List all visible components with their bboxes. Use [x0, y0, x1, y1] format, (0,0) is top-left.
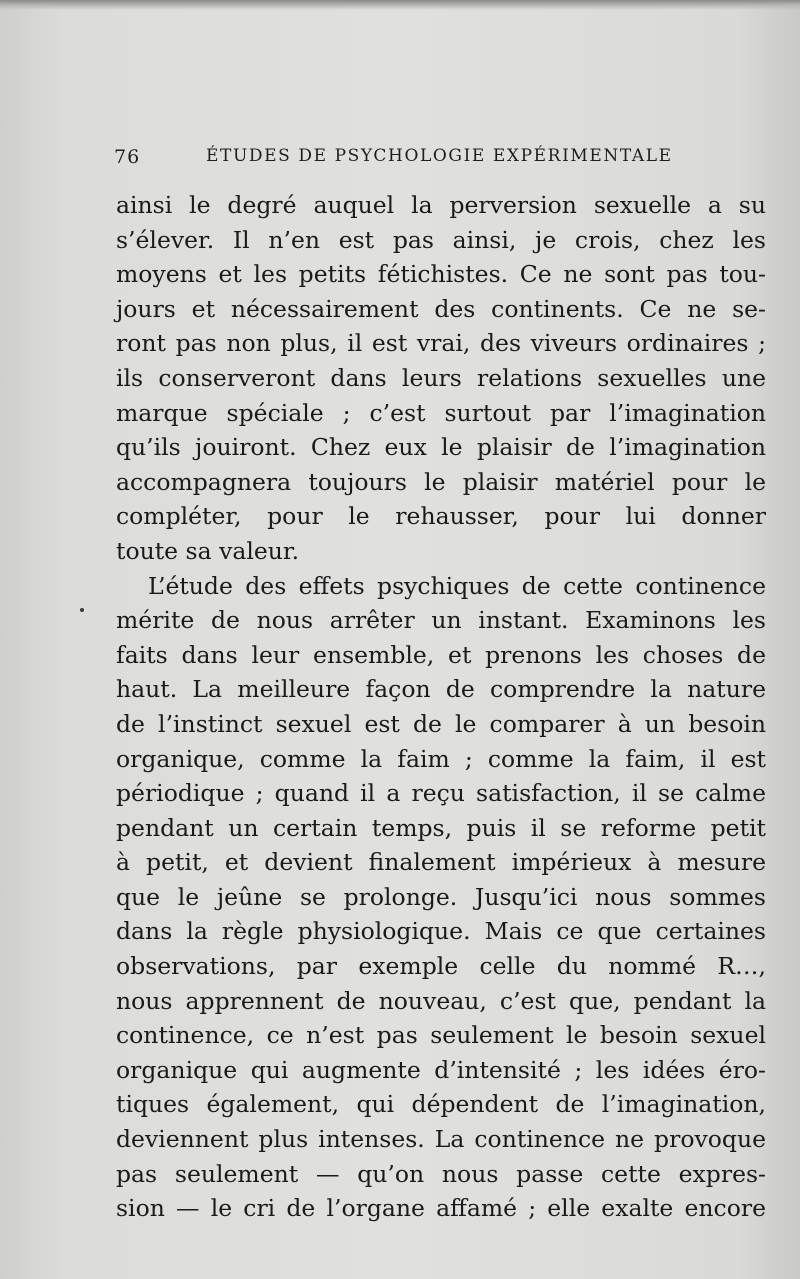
text-line: faits dans leur ensemble, et prenons les choses de — [116, 640, 766, 669]
text-line: compléter, pour le rehausser, pour lui donner — [116, 502, 766, 531]
text-line: deviennent plus intenses. La continence ne provoque — [116, 1125, 766, 1154]
text-line: mérite de nous arrêter un instant. Examinons les — [116, 606, 766, 635]
page-number: 76 — [114, 146, 141, 168]
text-line: pas seulement — qu’on nous passe cette expres- — [116, 1159, 766, 1188]
text-line: de l’instinct sexuel est de le comparer à un besoin — [116, 709, 766, 738]
running-title: ÉTUDES DE PSYCHOLOGIE EXPÉRIMENTALE — [206, 146, 673, 166]
text-line: haut. La meilleure façon de comprendre la nature — [116, 675, 766, 704]
text-line: s’élever. Il n’en est pas ainsi, je crois, chez les — [116, 225, 766, 254]
text-line: marque spéciale ; c’est surtout par l’imagination — [116, 398, 766, 427]
text-line: jours et nécessairement des continents. Ce ne se- — [116, 294, 766, 323]
paragraph-end-line: toute sa valeur. — [116, 536, 300, 565]
text-line: pendant un certain temps, puis il se reforme petit — [116, 813, 766, 842]
text-line: à petit, et devient finalement impérieux à mesure — [116, 848, 766, 877]
text-line: que le jeûne se prolonge. Jusqu’ici nous sommes — [116, 882, 766, 911]
text-line: continence, ce n’est pas seulement le besoin sexuel — [116, 1021, 766, 1050]
text-line: organique, comme la faim ; comme la faim, il est — [116, 744, 766, 773]
page-top-edge — [0, 0, 800, 10]
text-line: qu’ils jouiront. Chez eux le plaisir de l’imagination — [116, 433, 766, 462]
text-line: périodique ; quand il a reçu satisfaction, il se calme — [116, 779, 766, 808]
text-line: ainsi le degré auquel la perversion sexuelle a su — [116, 191, 766, 219]
text-line: ils conserveront dans leurs relations sexuelles une — [116, 363, 766, 392]
paragraph-start-line: L’étude des effets psychiques de cette continence — [148, 571, 766, 600]
body-text — [116, 188, 766, 1226]
text-line: dans la règle physiologique. Mais ce que certaines — [116, 917, 766, 946]
text-line: sion — le cri de l’organe affamé ; elle exalte encore — [116, 1194, 766, 1223]
text-line: moyens et les petits fétichistes. Ce ne sont pas tou- — [116, 260, 766, 289]
text-line: observations, par exemple celle du nommé R…, — [116, 952, 766, 981]
ink-speck — [80, 608, 84, 612]
text-line: accompagnera toujours le plaisir matériel pour le — [116, 467, 766, 496]
text-line: organique qui augmente d’intensité ; les idées éro- — [116, 1055, 766, 1084]
text-line: nous apprennent de nouveau, c’est que, pendant la — [116, 986, 766, 1015]
text-line: tiques également, qui dépendent de l’imagination, — [116, 1090, 766, 1119]
text-line: ront pas non plus, il est vrai, des viveurs ordinaires ; — [116, 329, 766, 358]
